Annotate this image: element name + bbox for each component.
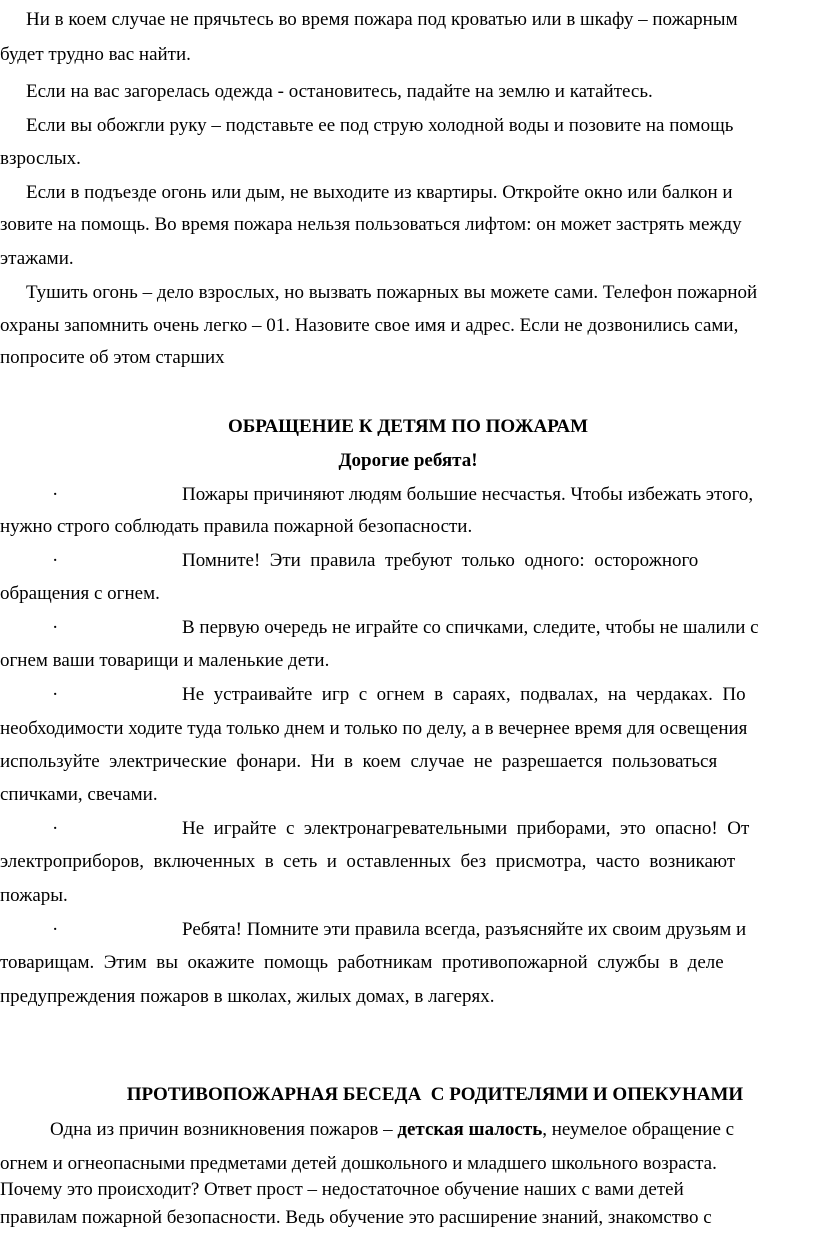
bullet-icon: · [52,684,59,705]
bullet-icon: · [52,484,59,505]
bullet-icon: · [52,919,59,940]
list-item-continuation: нужно строго соблюдать правила пожарной безопасности. [0,516,473,537]
list-item: Не играйте с электронагревательными приборами, это опасно! От [182,818,750,839]
paragraph-line: Если на вас загорелась одежда - остановитесь, падайте на землю и катайтесь. [26,81,653,102]
list-item-continuation: используйте электрические фонари. Ни в коем случае не разрешается пользоваться [0,751,718,772]
paragraph-line: правилам пожарной безопасности. Ведь обучение это расширение знаний, знакомство с [0,1207,712,1228]
paragraph-line: охраны запомнить очень легко – 01. Назовите свое имя и адрес. Если не дозвонились сами, [0,315,739,336]
list-item-continuation: обращения с огнем. [0,583,160,604]
emphasis-text: детская шалость [397,1119,543,1140]
bullet-icon: · [52,617,59,638]
list-item-continuation: электроприборов, включенных в сеть и оставленных без присмотра, часто возникают [0,851,736,872]
list-item: Пожары причиняют людям большие несчастья. Чтобы избежать этого, [182,484,754,505]
text-run: , неумелое обращение с [542,1119,735,1140]
bullet-icon: · [52,818,59,839]
paragraph-line [50,1118,734,1142]
paragraph-line: этажами. [0,248,74,269]
list-item-continuation: необходимости ходите туда только днем и только по делу, а в вечернее время для освещения [0,718,748,739]
list-item: Не устраивайте игр с огнем в сараях, подвалах, на чердаках. По [182,684,746,705]
paragraph-line: Ни в коем случае не прячьтесь во время пожара под кроватью или в шкафу – пожарным [26,9,738,30]
section-title: ОБРАЩЕНИЕ К ДЕТЯМ ПО ПОЖАРАМ [227,416,589,437]
paragraph-line: Если вы обожгли руку – подставьте ее под струю холодной воды и позовите на помощь [26,115,734,136]
paragraph-line: попросите об этом старших [0,347,225,368]
paragraph-line: огнем и огнеопасными предметами детей дошкольного и младшего школьного возраста. [0,1153,717,1174]
paragraph-line: Тушить огонь – дело взрослых, но вызвать пожарных вы можете сами. Телефон пожарной [26,282,758,303]
list-item-continuation: огнем ваши товарищи и маленькие дети. [0,650,330,671]
section-title: ПРОТИВОПОЖАРНАЯ БЕСЕДА С РОДИТЕЛЯМИ И ОПЕКУНАМИ [126,1084,744,1105]
section-subtitle: Дорогие ребята! [338,450,478,471]
paragraph-line: Почему это происходит? Ответ прост – недостаточное обучение наших с вами детей [0,1179,684,1200]
paragraph-line: будет трудно вас найти. [0,44,191,65]
list-item-continuation: пожары. [0,885,68,906]
list-item-continuation: предупреждения пожаров в школах, жилых домах, в лагерях. [0,986,495,1007]
paragraph-line: зовите на помощь. Во время пожара нельзя пользоваться лифтом: он может застрять между [0,214,742,235]
list-item: Помните! Эти правила требуют только одного: осторожного [182,550,699,571]
text-run: Одна из причин возникновения пожаров – [50,1119,398,1140]
paragraph-line: Если в подъезде огонь или дым, не выходите из квартиры. Откройте окно или балкон и [26,182,733,203]
list-item: В первую очередь не играйте со спичками, следите, чтобы не шалили с [182,617,759,638]
list-item-continuation: спичками, свечами. [0,784,158,805]
bullet-icon: · [52,550,59,571]
paragraph-line: взрослых. [0,148,81,169]
list-item-continuation: товарищам. Этим вы окажите помощь работникам противопожарной службы в деле [0,952,724,973]
list-item: Ребята! Помните эти правила всегда, разъясняйте их своим друзьям и [182,919,747,940]
